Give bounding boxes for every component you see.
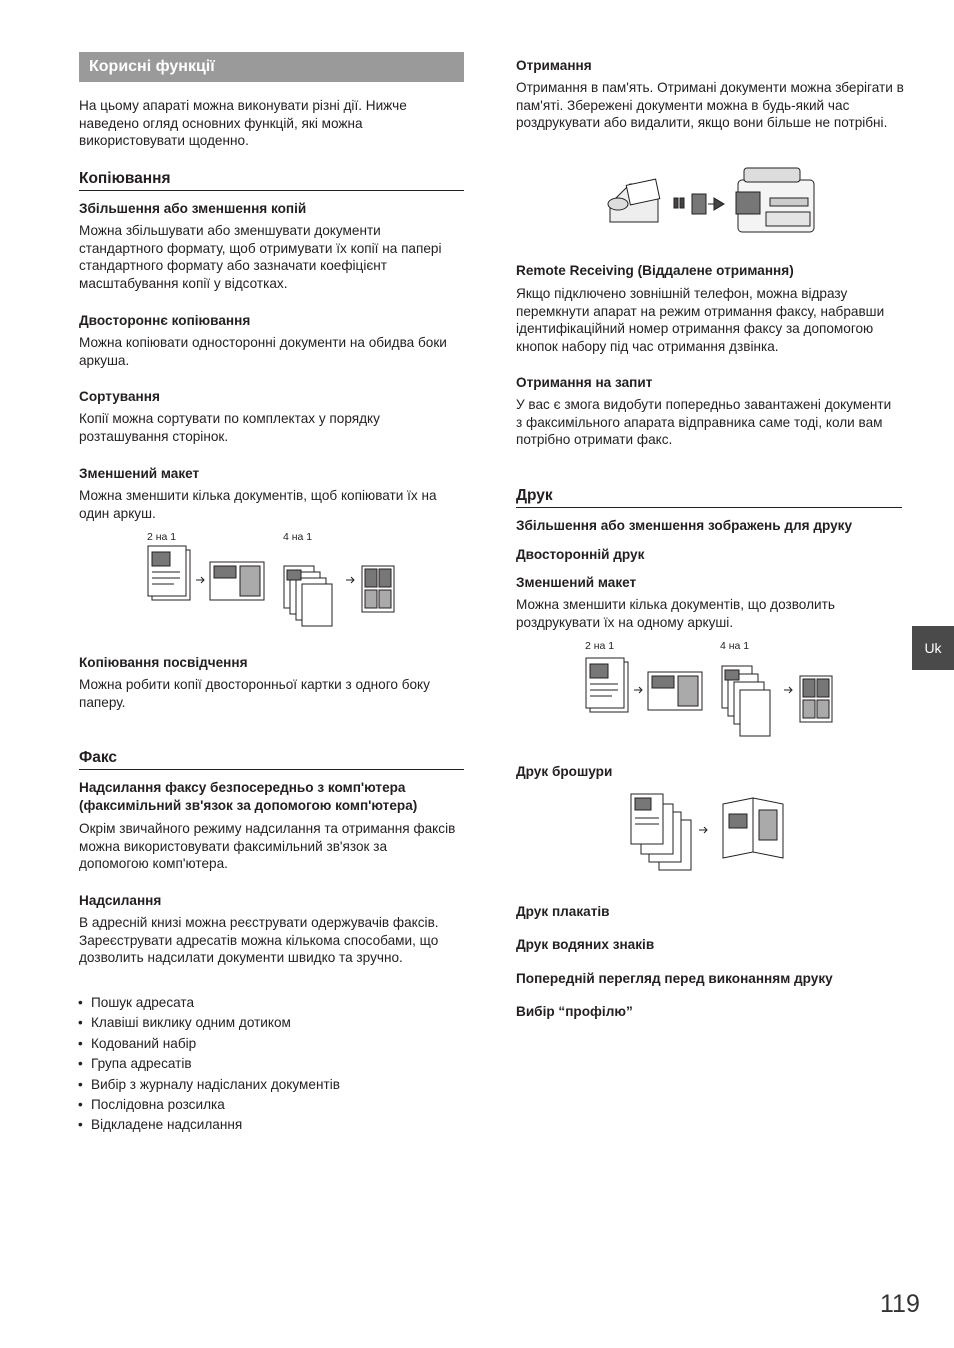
section-fax-title: Факс xyxy=(79,748,464,770)
copy-enlarge-text: Можна збільшувати або зменшувати документи стандартного формату, щоб отримувати їх копії на папері стандартного формату або зазначати коефіцієнт масштабування копії у відсотках. xyxy=(79,223,442,291)
list-item: • Відкладене надсилання xyxy=(78,1116,458,1136)
intro-text: На цьому апараті можна виконувати різні дії. Нижче наведено огляд основних функцій, які можна використовувати щоденно. xyxy=(79,98,407,149)
list-item: • Клавіші виклику одним дотиком xyxy=(78,1014,458,1034)
remote-receiving-title: Remote Receiving (Віддалене отримання) xyxy=(516,263,794,278)
copy-reduced-layout-illustration xyxy=(148,546,398,632)
language-tab: Uk xyxy=(912,626,954,670)
profile-title: Вибір “профілю” xyxy=(516,1004,633,1019)
copy-fig-label-4in1: 4 на 1 xyxy=(283,531,313,543)
preview-title: Попередній перегляд перед виконанням друку xyxy=(516,971,833,986)
fax-sending-list xyxy=(78,994,458,1137)
page-number: 119 xyxy=(880,1290,920,1318)
section-print-title: Друк xyxy=(516,486,902,508)
copy-duplex-text: Можна копіювати односторонні документи на обидва боки аркуша. xyxy=(79,335,447,368)
print-reduced-text: Можна зменшити кілька документів, що дозволить роздрукувати їх на одному аркуші. xyxy=(516,597,835,630)
copy-collate-text: Копії можна сортувати по комплектах у порядку розташування сторінок. xyxy=(79,411,380,444)
print-fig-label-4in1: 4 на 1 xyxy=(720,640,750,652)
print-reduced-layout-illustration xyxy=(586,656,836,742)
print-duplex-title: Двосторонній друк xyxy=(516,547,645,562)
copy-id-title: Копіювання посвідчення xyxy=(79,655,248,670)
remote-receiving-text: Якщо підключено зовнішній телефон, можна відразу перемкнути апарат на режим отримання факсу, набравши ідентифікаційний номер отримання факсу за допомогою кнопок набору під час отримання дзвінка. xyxy=(516,286,885,354)
fax-receiving-text: Отримання в пам'ять. Отримані документи можна зберігати в пам'яті. Збережені документи можна в будь-який час роздрукувати або видалити, якщо вони більше не потрібні. xyxy=(516,80,904,131)
poster-title: Друк плакатів xyxy=(516,904,610,919)
pc-fax-title: Надсилання факсу безпосередньо з комп'ютера (факсимільний зв'язок за допомогою комп'ютера) xyxy=(79,780,418,813)
booklet-illustration xyxy=(631,792,791,874)
fax-receiving-title: Отримання xyxy=(516,58,592,73)
booklet-title: Друк брошури xyxy=(516,764,613,779)
polling-text: У вас є змога видобути попередньо завантажені документи з факсимільного апарата відправника саме тоді, коли вам потрібно отримати факс. xyxy=(516,397,892,448)
fax-sending-text: В адресній книзі можна реєструвати одержувачів факсів. Зареєструвати адресатів можна кількома способами, що дозволить надсилати документи швидко та зручно. xyxy=(79,915,439,966)
fax-sending-title: Надсилання xyxy=(79,893,162,908)
copy-reduced-text: Можна зменшити кілька документів, щоб копіювати їх на один аркуш. xyxy=(79,488,437,521)
print-reduced-title: Зменшений макет xyxy=(516,575,637,590)
list-item: • Вибір з журналу надісланих документів xyxy=(78,1076,458,1096)
copy-collate-title: Сортування xyxy=(79,389,160,404)
list-item: • Кодований набір xyxy=(78,1035,458,1055)
copy-fig-label-2in1: 2 на 1 xyxy=(147,531,177,543)
print-fig-label-2in1: 2 на 1 xyxy=(585,640,615,652)
copy-enlarge-title: Збільшення або зменшення копій xyxy=(79,201,307,216)
print-enlarge-title: Збільшення або зменшення зображень для друку xyxy=(516,518,853,533)
fax-memory-illustration xyxy=(600,164,820,236)
page-title: Корисні функції xyxy=(79,52,464,82)
polling-title: Отримання на запит xyxy=(516,375,653,390)
section-copying-title: Копіювання xyxy=(79,169,464,191)
copy-reduced-title: Зменшений макет xyxy=(79,466,200,481)
list-item: • Послідовна розсилка xyxy=(78,1096,458,1116)
watermark-title: Друк водяних знаків xyxy=(516,937,655,952)
list-item: • Група адресатів xyxy=(78,1055,458,1075)
copy-id-text: Можна робити копії двосторонньої картки з одного боку паперу. xyxy=(79,677,430,710)
copy-duplex-title: Двостороннє копіювання xyxy=(79,313,251,328)
list-item: • Пошук адресата xyxy=(78,994,458,1014)
pc-fax-text: Окрім звичайного режиму надсилання та отримання факсів можна використовувати факсимільний зв'язок за допомогою комп'ютера. xyxy=(79,821,456,872)
